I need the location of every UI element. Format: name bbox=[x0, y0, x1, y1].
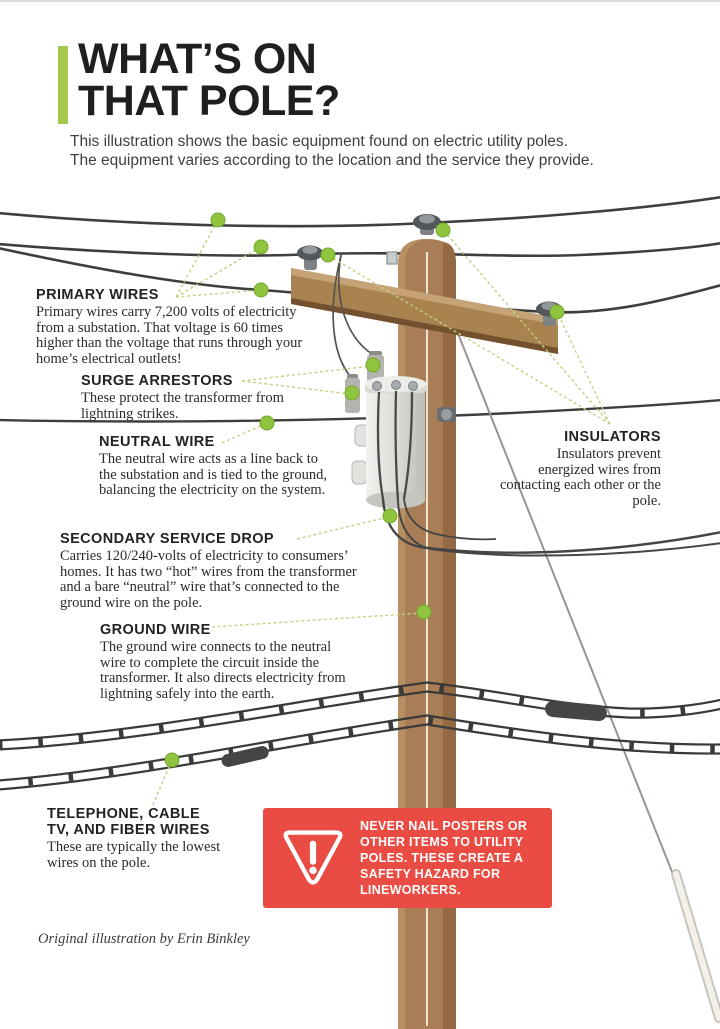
page-subtitle: This illustration shows the basic equipment found on electric utility poles. The equipment varies according to the location and the service they provide. bbox=[70, 133, 594, 169]
utility-pole bbox=[387, 239, 456, 1029]
callout-body: Carries 120/240-volts of electricity to consumers’ homes. It has two “hot” wires from the transformer and a bare “neutral” wire that’s connected to the ground wire on the pole. bbox=[60, 548, 357, 611]
callout-neutral-wire bbox=[99, 434, 337, 499]
page-title bbox=[78, 35, 340, 125]
callout-body: The neutral wire acts as a line back to the substation and is tied to the ground, balancing the electricity on the system. bbox=[99, 451, 327, 499]
title-accent-bar bbox=[58, 46, 68, 124]
callout-primary-wires bbox=[36, 287, 304, 367]
credit-line: Original illustration by Erin Binkley bbox=[38, 931, 250, 947]
callout-body: The ground wire connects to the neutral wire to complete the circuit inside the transformer. It also directs electricity from lightning safely into the earth. bbox=[100, 639, 346, 702]
callout-heading: PRIMARY WIRES bbox=[36, 287, 159, 303]
warning-box bbox=[263, 808, 552, 908]
guy-wire-guard bbox=[676, 874, 719, 1018]
callout-heading: SECONDARY SERVICE DROP bbox=[60, 531, 274, 547]
cable-splice bbox=[544, 700, 607, 721]
callout-ground-wire bbox=[100, 622, 354, 702]
callout-body: These protect the transformer from lightning strikes. bbox=[81, 390, 284, 422]
insulator-neutral-pole bbox=[437, 407, 456, 422]
insulator-left bbox=[297, 246, 323, 271]
callout-body: Insulators prevent energized wires from contacting each other or the pole. bbox=[499, 446, 661, 509]
transformer bbox=[352, 376, 427, 509]
callout-heading: INSULATORS bbox=[564, 429, 661, 445]
callout-body: These are typically the lowest wires on the pole. bbox=[47, 839, 221, 871]
callout-surge-arrestors bbox=[81, 373, 286, 422]
callout-body: Primary wires carry 7,200 volts of electricity from a substation. That voltage is 60 times higher than the voltage that runs through your home’s electrical outlets! bbox=[36, 304, 303, 367]
callout-heading: GROUND WIRE bbox=[100, 622, 211, 638]
callout-insulators bbox=[499, 429, 661, 509]
callout-secondary-service-drop bbox=[60, 531, 374, 611]
title-line-1: WHAT’S ON bbox=[78, 35, 317, 83]
callout-heading: NEUTRAL WIRE bbox=[99, 434, 215, 450]
title-line-2: THAT POLE? bbox=[78, 77, 340, 125]
callout-heading: SURGE ARRESTORS bbox=[81, 373, 233, 389]
warning-triangle-icon bbox=[282, 829, 344, 887]
callout-heading: TELEPHONE, CABLE TV, AND FIBER WIRES bbox=[47, 806, 210, 838]
callout-telephone-cable-fiber bbox=[47, 806, 221, 871]
warning-text: NEVER NAIL POSTERS OR OTHER ITEMS TO UTILITY POLES. THESE CREATE A SAFETY HAZARD FOR LINEWORKERS. bbox=[360, 819, 528, 897]
